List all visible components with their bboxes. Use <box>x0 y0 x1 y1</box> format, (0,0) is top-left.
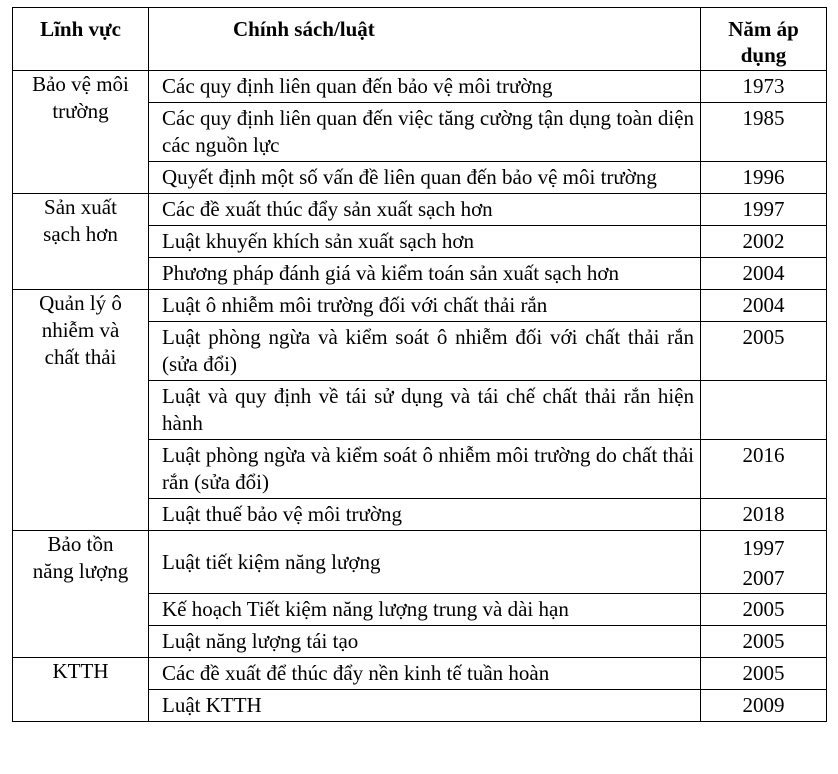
year-value: 2004 <box>742 293 785 317</box>
policy-cell <box>149 194 701 226</box>
header-policy <box>149 8 701 71</box>
policy-cell <box>149 290 701 322</box>
policy-cell <box>149 626 701 658</box>
field-label: KTTH <box>52 659 109 683</box>
policy-cell <box>149 226 701 258</box>
year-value: 1997 <box>742 197 785 221</box>
year-value: 2018 <box>742 502 785 526</box>
policy-cell <box>149 594 701 626</box>
field-label: Bảo tồn năng lượng <box>32 532 129 583</box>
year-cell <box>701 226 827 258</box>
policy-text: Kế hoạch Tiết kiệm năng lượng trung và dài hạn <box>162 597 569 621</box>
year-cell <box>701 381 827 440</box>
policy-cell <box>149 690 701 722</box>
field-label: Quản lý ô nhiễm và chất thải <box>39 291 122 369</box>
year-cell <box>701 71 827 103</box>
header-year-line1: Năm áp <box>728 17 799 41</box>
table-row <box>13 531 827 594</box>
table-row <box>13 658 827 690</box>
policy-text: Luật ô nhiễm môi trường đối với chất thải rắn <box>162 293 548 317</box>
year-cell <box>701 322 827 381</box>
policy-text: Luật tiết kiệm năng lượng <box>162 549 381 574</box>
year-cell <box>701 103 827 162</box>
year-value: 2002 <box>742 229 785 253</box>
header-year <box>701 8 827 71</box>
policy-cell <box>149 658 701 690</box>
field-label: Bảo vệ môi trường <box>32 72 129 123</box>
year-value: 2005 <box>742 629 785 653</box>
year-cell <box>701 162 827 194</box>
policy-table <box>12 7 827 722</box>
policy-text: Các đề xuất để thúc đẩy nền kinh tế tuần hoàn <box>162 661 550 685</box>
field-cell <box>13 290 149 531</box>
table-body <box>13 71 827 722</box>
header-row <box>13 8 827 71</box>
policy-text: Luật phòng ngừa và kiểm soát ô nhiễm môi trường do chất thải rắn (sửa đổi) <box>162 443 694 494</box>
year-cell <box>701 194 827 226</box>
policy-cell <box>149 381 701 440</box>
table-row <box>13 71 827 103</box>
policy-cell <box>149 71 701 103</box>
year-value: 2005 <box>742 597 785 621</box>
policy-text: Phương pháp đánh giá và kiểm toán sản xuất sạch hơn <box>162 261 619 285</box>
year-cell <box>701 658 827 690</box>
policy-text: Luật KTTH <box>162 693 262 717</box>
field-label: Sản xuất sạch hơn <box>43 195 118 246</box>
year-value: 2007 <box>742 566 785 590</box>
table-row <box>13 290 827 322</box>
policy-cell <box>149 499 701 531</box>
year-value: 2016 <box>742 443 785 467</box>
year-value: 2005 <box>742 661 785 685</box>
year-value: 1997 <box>742 536 785 560</box>
field-cell <box>13 658 149 722</box>
year-cell <box>701 258 827 290</box>
year-value: 1996 <box>742 165 785 189</box>
policy-text: Luật thuế bảo vệ môi trường <box>162 502 403 526</box>
year-cell <box>701 531 827 594</box>
year-cell <box>701 626 827 658</box>
policy-text: Quyết định một số vấn đề liên quan đến bảo vệ môi trường <box>162 165 657 189</box>
policy-cell <box>149 440 701 499</box>
field-cell <box>13 71 149 194</box>
header-field <box>13 8 149 71</box>
header-policy-label: Chính sách/luật <box>233 17 375 41</box>
policy-text: Luật phòng ngừa và kiểm soát ô nhiễm đối với chất thải rắn (sửa đổi) <box>162 325 694 376</box>
policy-text: Luật và quy định về tái sử dụng và tái chế chất thải rắn hiện hành <box>162 384 694 435</box>
year-value: 1985 <box>742 106 785 130</box>
policy-cell <box>149 322 701 381</box>
policy-text: Các quy định liên quan đến bảo vệ môi trường <box>162 74 553 98</box>
field-cell <box>13 194 149 290</box>
policy-cell <box>149 258 701 290</box>
policy-text: Luật khuyến khích sản xuất sạch hơn <box>162 229 475 253</box>
policy-text: Các đề xuất thúc đẩy sản xuất sạch hơn <box>162 197 493 221</box>
header-field-label: Lĩnh vực <box>40 17 121 41</box>
policy-text: Các quy định liên quan đến việc tăng cường tận dụng toàn diện các nguồn lực <box>162 106 694 157</box>
year-value: 1973 <box>742 74 785 98</box>
year-cell <box>701 440 827 499</box>
year-cell <box>701 690 827 722</box>
policy-cell <box>149 162 701 194</box>
field-cell <box>13 531 149 658</box>
year-value: 2009 <box>742 693 785 717</box>
year-value: 2004 <box>742 261 785 285</box>
year-cell <box>701 290 827 322</box>
year-value: 2005 <box>742 325 785 349</box>
year-cell <box>701 499 827 531</box>
table-row <box>13 194 827 226</box>
policy-cell <box>149 531 701 594</box>
header-year-line2: dụng <box>740 43 787 67</box>
year-cell <box>701 594 827 626</box>
policy-cell <box>149 103 701 162</box>
policy-text: Luật năng lượng tái tạo <box>162 629 359 653</box>
